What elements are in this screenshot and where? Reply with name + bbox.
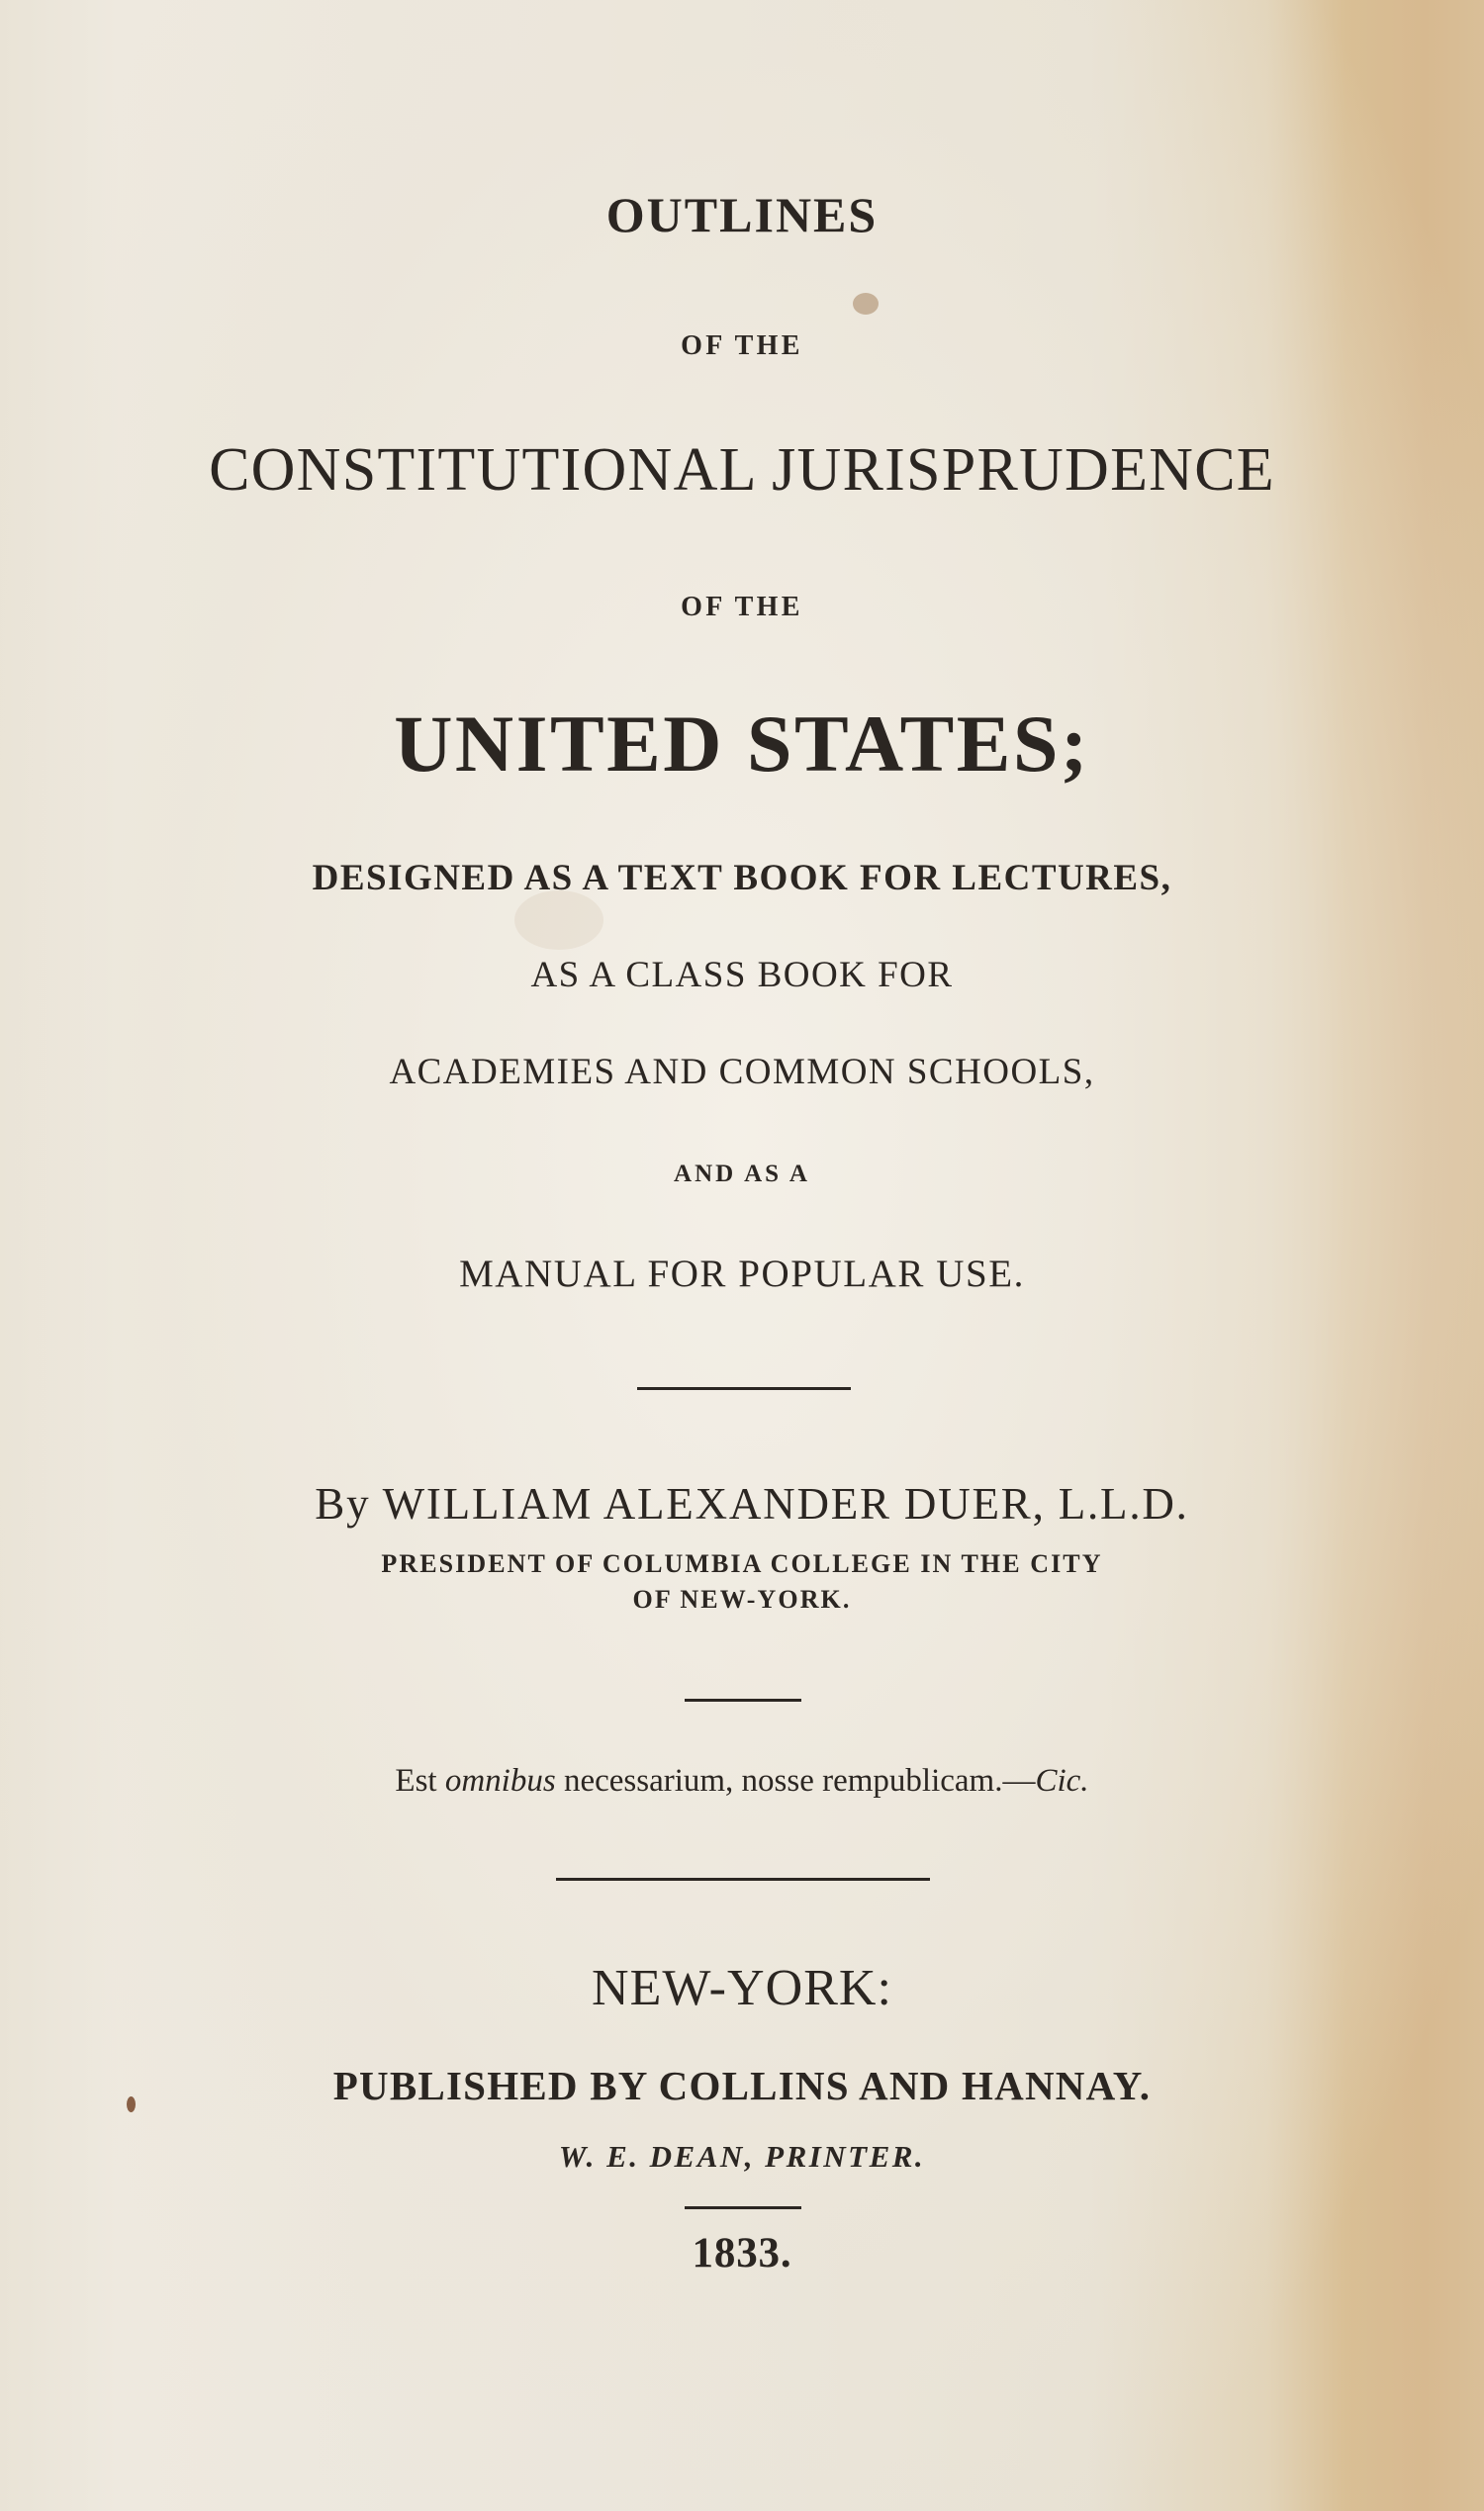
subtitle-academies: ACADEMIES AND COMMON SCHOOLS,	[389, 1052, 1095, 1092]
epigraph-text-2: necessarium, nosse rempublicam.—	[555, 1763, 1036, 1799]
divider-rule-3	[556, 1878, 930, 1881]
divider-rule-1	[637, 1387, 851, 1390]
imprint-printer: W. E. DEAN, PRINTER.	[558, 2139, 926, 2174]
title-united-states: UNITED STATES;	[394, 698, 1090, 789]
author-byline: By WILLIAM ALEXANDER DUER, L.L.D.	[315, 1479, 1189, 1529]
epigraph-source: Cic.	[1035, 1763, 1089, 1799]
title-of-the-1: OF THE	[681, 330, 803, 361]
foxing-spot	[853, 293, 879, 315]
title-outlines: OUTLINES	[605, 187, 879, 242]
subtitle-class-book: AS A CLASS BOOK FOR	[530, 955, 954, 995]
title-constitutional-jurisprudence: CONSTITUTIONAL JURISPRUDENCE	[209, 436, 1275, 504]
subtitle-designed: DESIGNED AS A TEXT BOOK FOR LECTURES,	[312, 858, 1172, 898]
epigraph	[0, 1763, 1484, 1800]
author-position-2: OF NEW-YORK.	[632, 1585, 852, 1614]
imprint-year: 1833.	[692, 2230, 792, 2277]
subtitle-and-as-a: AND AS A	[674, 1161, 810, 1187]
epigraph-text-italic-1: omnibus	[444, 1763, 556, 1799]
author-position-1: PRESIDENT OF COLUMBIA COLLEGE IN THE CITY	[381, 1549, 1103, 1578]
title-of-the-2: OF THE	[681, 592, 803, 622]
divider-rule-4	[685, 2206, 801, 2209]
imprint-city: NEW-YORK:	[592, 1960, 892, 2016]
divider-rule-2	[685, 1699, 801, 1702]
paper-stain	[514, 890, 603, 950]
subtitle-manual: MANUAL FOR POPULAR USE.	[459, 1253, 1025, 1295]
imprint-publisher: PUBLISHED BY COLLINS AND HANNAY.	[332, 2063, 1152, 2108]
epigraph-text-1: Est	[395, 1763, 445, 1799]
